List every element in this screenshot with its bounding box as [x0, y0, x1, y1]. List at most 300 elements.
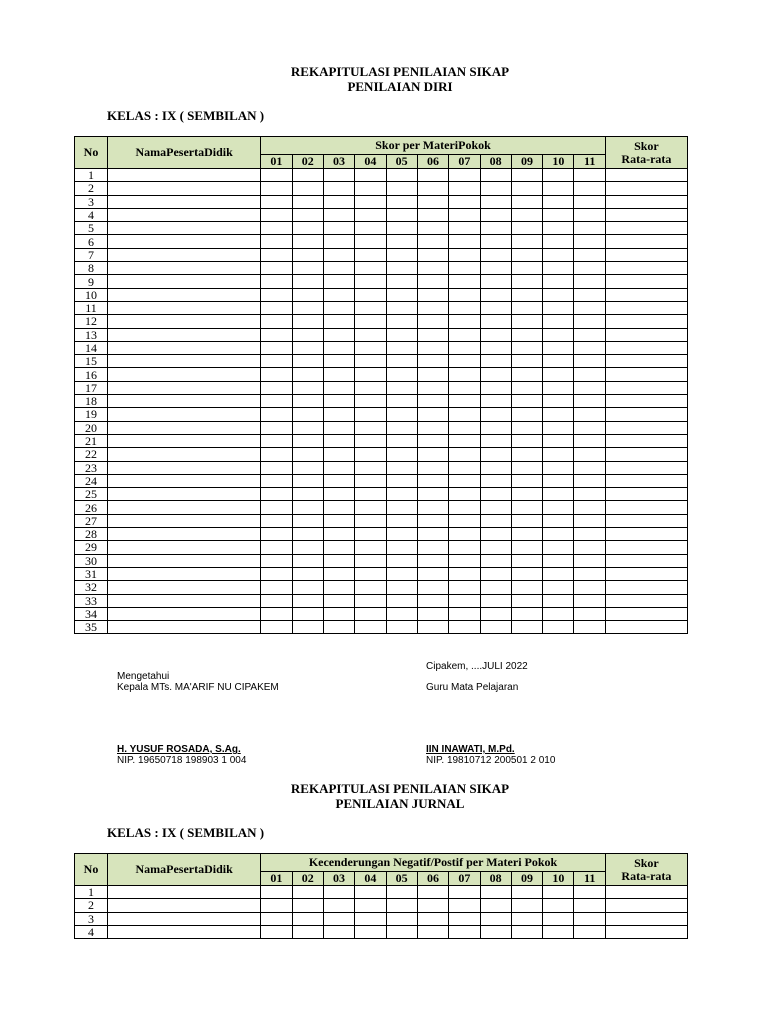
- score-cell-11[interactable]: [574, 925, 605, 938]
- name-cell[interactable]: [108, 368, 261, 381]
- score-cell-08[interactable]: [480, 621, 511, 634]
- average-cell[interactable]: [605, 195, 687, 208]
- score-cell-11[interactable]: [574, 182, 605, 195]
- score-cell-04[interactable]: [355, 581, 386, 594]
- score-cell-05[interactable]: [386, 474, 417, 487]
- score-cell-02[interactable]: [292, 925, 323, 938]
- score-cell-10[interactable]: [543, 607, 574, 620]
- score-cell-06[interactable]: [417, 594, 448, 607]
- score-cell-06[interactable]: [417, 328, 448, 341]
- score-cell-11[interactable]: [574, 222, 605, 235]
- score-cell-11[interactable]: [574, 474, 605, 487]
- name-cell[interactable]: [108, 235, 261, 248]
- score-cell-09[interactable]: [511, 301, 542, 314]
- name-cell[interactable]: [108, 886, 261, 899]
- name-cell[interactable]: [108, 554, 261, 567]
- score-cell-11[interactable]: [574, 248, 605, 261]
- score-cell-02[interactable]: [292, 501, 323, 514]
- score-cell-04[interactable]: [355, 434, 386, 447]
- score-cell-03[interactable]: [323, 195, 354, 208]
- average-cell[interactable]: [605, 501, 687, 514]
- score-cell-10[interactable]: [543, 514, 574, 527]
- score-cell-05[interactable]: [386, 621, 417, 634]
- name-cell[interactable]: [108, 275, 261, 288]
- score-cell-04[interactable]: [355, 474, 386, 487]
- score-cell-08[interactable]: [480, 501, 511, 514]
- average-cell[interactable]: [605, 925, 687, 938]
- score-cell-06[interactable]: [417, 567, 448, 580]
- score-cell-02[interactable]: [292, 341, 323, 354]
- score-cell-09[interactable]: [511, 421, 542, 434]
- score-cell-01[interactable]: [261, 301, 292, 314]
- score-cell-08[interactable]: [480, 355, 511, 368]
- score-cell-09[interactable]: [511, 448, 542, 461]
- score-cell-07[interactable]: [449, 341, 480, 354]
- score-cell-03[interactable]: [323, 169, 354, 182]
- score-cell-05[interactable]: [386, 488, 417, 501]
- average-cell[interactable]: [605, 567, 687, 580]
- score-cell-05[interactable]: [386, 461, 417, 474]
- score-cell-06[interactable]: [417, 899, 448, 912]
- name-cell[interactable]: [108, 395, 261, 408]
- score-cell-04[interactable]: [355, 315, 386, 328]
- name-cell[interactable]: [108, 182, 261, 195]
- score-cell-09[interactable]: [511, 474, 542, 487]
- name-cell[interactable]: [108, 381, 261, 394]
- score-cell-03[interactable]: [323, 514, 354, 527]
- average-cell[interactable]: [605, 222, 687, 235]
- score-cell-07[interactable]: [449, 235, 480, 248]
- score-cell-02[interactable]: [292, 301, 323, 314]
- score-cell-04[interactable]: [355, 528, 386, 541]
- score-cell-02[interactable]: [292, 621, 323, 634]
- score-cell-04[interactable]: [355, 368, 386, 381]
- score-cell-06[interactable]: [417, 925, 448, 938]
- score-cell-01[interactable]: [261, 448, 292, 461]
- score-cell-03[interactable]: [323, 381, 354, 394]
- average-cell[interactable]: [605, 288, 687, 301]
- score-cell-10[interactable]: [543, 886, 574, 899]
- name-cell[interactable]: [108, 528, 261, 541]
- score-cell-06[interactable]: [417, 488, 448, 501]
- score-cell-02[interactable]: [292, 421, 323, 434]
- average-cell[interactable]: [605, 886, 687, 899]
- score-cell-11[interactable]: [574, 594, 605, 607]
- score-cell-11[interactable]: [574, 169, 605, 182]
- score-cell-09[interactable]: [511, 488, 542, 501]
- name-cell[interactable]: [108, 567, 261, 580]
- score-cell-05[interactable]: [386, 899, 417, 912]
- score-cell-10[interactable]: [543, 301, 574, 314]
- score-cell-11[interactable]: [574, 368, 605, 381]
- score-cell-01[interactable]: [261, 341, 292, 354]
- score-cell-03[interactable]: [323, 328, 354, 341]
- average-cell[interactable]: [605, 528, 687, 541]
- score-cell-11[interactable]: [574, 235, 605, 248]
- score-cell-03[interactable]: [323, 925, 354, 938]
- score-cell-07[interactable]: [449, 461, 480, 474]
- score-cell-04[interactable]: [355, 461, 386, 474]
- score-cell-01[interactable]: [261, 182, 292, 195]
- score-cell-04[interactable]: [355, 381, 386, 394]
- score-cell-08[interactable]: [480, 912, 511, 925]
- score-cell-03[interactable]: [323, 408, 354, 421]
- score-cell-08[interactable]: [480, 182, 511, 195]
- score-cell-10[interactable]: [543, 528, 574, 541]
- score-cell-07[interactable]: [449, 169, 480, 182]
- score-cell-07[interactable]: [449, 288, 480, 301]
- score-cell-04[interactable]: [355, 912, 386, 925]
- score-cell-09[interactable]: [511, 315, 542, 328]
- score-cell-04[interactable]: [355, 421, 386, 434]
- score-cell-08[interactable]: [480, 514, 511, 527]
- score-cell-09[interactable]: [511, 501, 542, 514]
- score-cell-08[interactable]: [480, 301, 511, 314]
- average-cell[interactable]: [605, 581, 687, 594]
- name-cell[interactable]: [108, 621, 261, 634]
- score-cell-03[interactable]: [323, 434, 354, 447]
- score-cell-03[interactable]: [323, 248, 354, 261]
- score-cell-05[interactable]: [386, 381, 417, 394]
- score-cell-09[interactable]: [511, 607, 542, 620]
- score-cell-05[interactable]: [386, 169, 417, 182]
- score-cell-04[interactable]: [355, 182, 386, 195]
- score-cell-06[interactable]: [417, 434, 448, 447]
- score-cell-02[interactable]: [292, 235, 323, 248]
- average-cell[interactable]: [605, 395, 687, 408]
- score-cell-11[interactable]: [574, 301, 605, 314]
- average-cell[interactable]: [605, 541, 687, 554]
- score-cell-08[interactable]: [480, 594, 511, 607]
- score-cell-03[interactable]: [323, 488, 354, 501]
- score-cell-02[interactable]: [292, 514, 323, 527]
- score-cell-06[interactable]: [417, 621, 448, 634]
- score-cell-09[interactable]: [511, 567, 542, 580]
- score-cell-01[interactable]: [261, 368, 292, 381]
- score-cell-01[interactable]: [261, 594, 292, 607]
- score-cell-09[interactable]: [511, 169, 542, 182]
- score-cell-01[interactable]: [261, 461, 292, 474]
- score-cell-07[interactable]: [449, 541, 480, 554]
- score-cell-10[interactable]: [543, 554, 574, 567]
- score-cell-08[interactable]: [480, 235, 511, 248]
- average-cell[interactable]: [605, 899, 687, 912]
- score-cell-08[interactable]: [480, 925, 511, 938]
- score-cell-02[interactable]: [292, 195, 323, 208]
- score-cell-05[interactable]: [386, 421, 417, 434]
- score-cell-04[interactable]: [355, 567, 386, 580]
- score-cell-07[interactable]: [449, 408, 480, 421]
- score-cell-02[interactable]: [292, 262, 323, 275]
- score-cell-04[interactable]: [355, 541, 386, 554]
- score-cell-11[interactable]: [574, 899, 605, 912]
- score-cell-03[interactable]: [323, 899, 354, 912]
- score-cell-03[interactable]: [323, 912, 354, 925]
- score-cell-08[interactable]: [480, 488, 511, 501]
- score-cell-09[interactable]: [511, 235, 542, 248]
- score-cell-01[interactable]: [261, 886, 292, 899]
- score-cell-02[interactable]: [292, 395, 323, 408]
- score-cell-01[interactable]: [261, 288, 292, 301]
- score-cell-04[interactable]: [355, 925, 386, 938]
- score-cell-09[interactable]: [511, 368, 542, 381]
- score-cell-09[interactable]: [511, 341, 542, 354]
- score-cell-03[interactable]: [323, 341, 354, 354]
- name-cell[interactable]: [108, 408, 261, 421]
- score-cell-05[interactable]: [386, 288, 417, 301]
- score-cell-07[interactable]: [449, 182, 480, 195]
- average-cell[interactable]: [605, 448, 687, 461]
- score-cell-03[interactable]: [323, 448, 354, 461]
- score-cell-11[interactable]: [574, 554, 605, 567]
- score-cell-08[interactable]: [480, 248, 511, 261]
- name-cell[interactable]: [108, 607, 261, 620]
- score-cell-03[interactable]: [323, 208, 354, 221]
- score-cell-09[interactable]: [511, 886, 542, 899]
- score-cell-10[interactable]: [543, 222, 574, 235]
- score-cell-04[interactable]: [355, 235, 386, 248]
- score-cell-08[interactable]: [480, 169, 511, 182]
- score-cell-08[interactable]: [480, 208, 511, 221]
- score-cell-06[interactable]: [417, 381, 448, 394]
- score-cell-10[interactable]: [543, 594, 574, 607]
- score-cell-01[interactable]: [261, 315, 292, 328]
- score-cell-10[interactable]: [543, 381, 574, 394]
- score-cell-10[interactable]: [543, 288, 574, 301]
- score-cell-11[interactable]: [574, 315, 605, 328]
- score-cell-04[interactable]: [355, 288, 386, 301]
- score-cell-03[interactable]: [323, 395, 354, 408]
- name-cell[interactable]: [108, 474, 261, 487]
- average-cell[interactable]: [605, 235, 687, 248]
- score-cell-10[interactable]: [543, 541, 574, 554]
- score-cell-09[interactable]: [511, 395, 542, 408]
- score-cell-10[interactable]: [543, 434, 574, 447]
- score-cell-06[interactable]: [417, 886, 448, 899]
- score-cell-04[interactable]: [355, 448, 386, 461]
- score-cell-09[interactable]: [511, 581, 542, 594]
- score-cell-05[interactable]: [386, 448, 417, 461]
- score-cell-11[interactable]: [574, 541, 605, 554]
- score-cell-06[interactable]: [417, 581, 448, 594]
- score-cell-11[interactable]: [574, 621, 605, 634]
- score-cell-07[interactable]: [449, 301, 480, 314]
- score-cell-09[interactable]: [511, 182, 542, 195]
- average-cell[interactable]: [605, 355, 687, 368]
- score-cell-09[interactable]: [511, 899, 542, 912]
- score-cell-08[interactable]: [480, 315, 511, 328]
- name-cell[interactable]: [108, 421, 261, 434]
- score-cell-02[interactable]: [292, 381, 323, 394]
- score-cell-08[interactable]: [480, 275, 511, 288]
- average-cell[interactable]: [605, 368, 687, 381]
- score-cell-01[interactable]: [261, 169, 292, 182]
- score-cell-10[interactable]: [543, 501, 574, 514]
- score-cell-10[interactable]: [543, 567, 574, 580]
- score-cell-01[interactable]: [261, 488, 292, 501]
- score-cell-07[interactable]: [449, 368, 480, 381]
- score-cell-01[interactable]: [261, 514, 292, 527]
- average-cell[interactable]: [605, 275, 687, 288]
- score-cell-09[interactable]: [511, 222, 542, 235]
- score-cell-04[interactable]: [355, 886, 386, 899]
- score-cell-06[interactable]: [417, 408, 448, 421]
- score-cell-11[interactable]: [574, 408, 605, 421]
- score-cell-10[interactable]: [543, 474, 574, 487]
- score-cell-10[interactable]: [543, 169, 574, 182]
- average-cell[interactable]: [605, 328, 687, 341]
- score-cell-08[interactable]: [480, 262, 511, 275]
- score-cell-11[interactable]: [574, 581, 605, 594]
- average-cell[interactable]: [605, 421, 687, 434]
- score-cell-04[interactable]: [355, 488, 386, 501]
- score-cell-02[interactable]: [292, 368, 323, 381]
- score-cell-05[interactable]: [386, 235, 417, 248]
- score-cell-04[interactable]: [355, 341, 386, 354]
- average-cell[interactable]: [605, 182, 687, 195]
- score-cell-01[interactable]: [261, 567, 292, 580]
- name-cell[interactable]: [108, 448, 261, 461]
- name-cell[interactable]: [108, 288, 261, 301]
- score-cell-06[interactable]: [417, 315, 448, 328]
- score-cell-05[interactable]: [386, 395, 417, 408]
- score-cell-10[interactable]: [543, 408, 574, 421]
- score-cell-10[interactable]: [543, 421, 574, 434]
- name-cell[interactable]: [108, 355, 261, 368]
- score-cell-08[interactable]: [480, 341, 511, 354]
- score-cell-11[interactable]: [574, 262, 605, 275]
- score-cell-02[interactable]: [292, 541, 323, 554]
- score-cell-11[interactable]: [574, 567, 605, 580]
- score-cell-05[interactable]: [386, 328, 417, 341]
- score-cell-05[interactable]: [386, 528, 417, 541]
- score-cell-06[interactable]: [417, 554, 448, 567]
- name-cell[interactable]: [108, 925, 261, 938]
- score-cell-05[interactable]: [386, 182, 417, 195]
- score-cell-01[interactable]: [261, 381, 292, 394]
- score-cell-05[interactable]: [386, 315, 417, 328]
- score-cell-07[interactable]: [449, 488, 480, 501]
- score-cell-07[interactable]: [449, 248, 480, 261]
- score-cell-03[interactable]: [323, 461, 354, 474]
- score-cell-07[interactable]: [449, 328, 480, 341]
- score-cell-08[interactable]: [480, 607, 511, 620]
- score-cell-08[interactable]: [480, 381, 511, 394]
- score-cell-03[interactable]: [323, 581, 354, 594]
- score-cell-07[interactable]: [449, 567, 480, 580]
- score-cell-07[interactable]: [449, 381, 480, 394]
- score-cell-09[interactable]: [511, 275, 542, 288]
- score-cell-01[interactable]: [261, 899, 292, 912]
- name-cell[interactable]: [108, 248, 261, 261]
- score-cell-03[interactable]: [323, 182, 354, 195]
- average-cell[interactable]: [605, 621, 687, 634]
- score-cell-05[interactable]: [386, 925, 417, 938]
- score-cell-08[interactable]: [480, 368, 511, 381]
- name-cell[interactable]: [108, 328, 261, 341]
- score-cell-11[interactable]: [574, 328, 605, 341]
- score-cell-06[interactable]: [417, 288, 448, 301]
- score-cell-07[interactable]: [449, 581, 480, 594]
- score-cell-06[interactable]: [417, 355, 448, 368]
- score-cell-11[interactable]: [574, 434, 605, 447]
- score-cell-07[interactable]: [449, 421, 480, 434]
- score-cell-03[interactable]: [323, 262, 354, 275]
- score-cell-04[interactable]: [355, 501, 386, 514]
- score-cell-07[interactable]: [449, 275, 480, 288]
- score-cell-02[interactable]: [292, 288, 323, 301]
- score-cell-07[interactable]: [449, 886, 480, 899]
- score-cell-03[interactable]: [323, 288, 354, 301]
- score-cell-10[interactable]: [543, 488, 574, 501]
- name-cell[interactable]: [108, 514, 261, 527]
- score-cell-09[interactable]: [511, 925, 542, 938]
- score-cell-01[interactable]: [261, 262, 292, 275]
- score-cell-01[interactable]: [261, 528, 292, 541]
- score-cell-11[interactable]: [574, 514, 605, 527]
- score-cell-02[interactable]: [292, 528, 323, 541]
- score-cell-06[interactable]: [417, 368, 448, 381]
- score-cell-03[interactable]: [323, 355, 354, 368]
- score-cell-08[interactable]: [480, 567, 511, 580]
- score-cell-01[interactable]: [261, 195, 292, 208]
- score-cell-07[interactable]: [449, 925, 480, 938]
- score-cell-05[interactable]: [386, 501, 417, 514]
- average-cell[interactable]: [605, 488, 687, 501]
- score-cell-07[interactable]: [449, 434, 480, 447]
- score-cell-07[interactable]: [449, 501, 480, 514]
- score-cell-11[interactable]: [574, 528, 605, 541]
- score-cell-02[interactable]: [292, 594, 323, 607]
- score-cell-07[interactable]: [449, 395, 480, 408]
- average-cell[interactable]: [605, 607, 687, 620]
- score-cell-04[interactable]: [355, 594, 386, 607]
- score-cell-06[interactable]: [417, 182, 448, 195]
- score-cell-10[interactable]: [543, 341, 574, 354]
- score-cell-07[interactable]: [449, 899, 480, 912]
- average-cell[interactable]: [605, 434, 687, 447]
- score-cell-02[interactable]: [292, 355, 323, 368]
- score-cell-06[interactable]: [417, 195, 448, 208]
- score-cell-08[interactable]: [480, 581, 511, 594]
- score-cell-07[interactable]: [449, 355, 480, 368]
- score-cell-10[interactable]: [543, 899, 574, 912]
- score-cell-08[interactable]: [480, 448, 511, 461]
- score-cell-02[interactable]: [292, 607, 323, 620]
- score-cell-07[interactable]: [449, 528, 480, 541]
- score-cell-06[interactable]: [417, 421, 448, 434]
- score-cell-05[interactable]: [386, 408, 417, 421]
- score-cell-04[interactable]: [355, 514, 386, 527]
- score-cell-01[interactable]: [261, 395, 292, 408]
- name-cell[interactable]: [108, 912, 261, 925]
- name-cell[interactable]: [108, 222, 261, 235]
- name-cell[interactable]: [108, 461, 261, 474]
- name-cell[interactable]: [108, 315, 261, 328]
- score-cell-03[interactable]: [323, 275, 354, 288]
- average-cell[interactable]: [605, 262, 687, 275]
- score-cell-07[interactable]: [449, 621, 480, 634]
- score-cell-11[interactable]: [574, 395, 605, 408]
- score-cell-02[interactable]: [292, 899, 323, 912]
- score-cell-04[interactable]: [355, 262, 386, 275]
- score-cell-11[interactable]: [574, 912, 605, 925]
- score-cell-02[interactable]: [292, 248, 323, 261]
- score-cell-03[interactable]: [323, 368, 354, 381]
- score-cell-08[interactable]: [480, 886, 511, 899]
- score-cell-05[interactable]: [386, 607, 417, 620]
- average-cell[interactable]: [605, 912, 687, 925]
